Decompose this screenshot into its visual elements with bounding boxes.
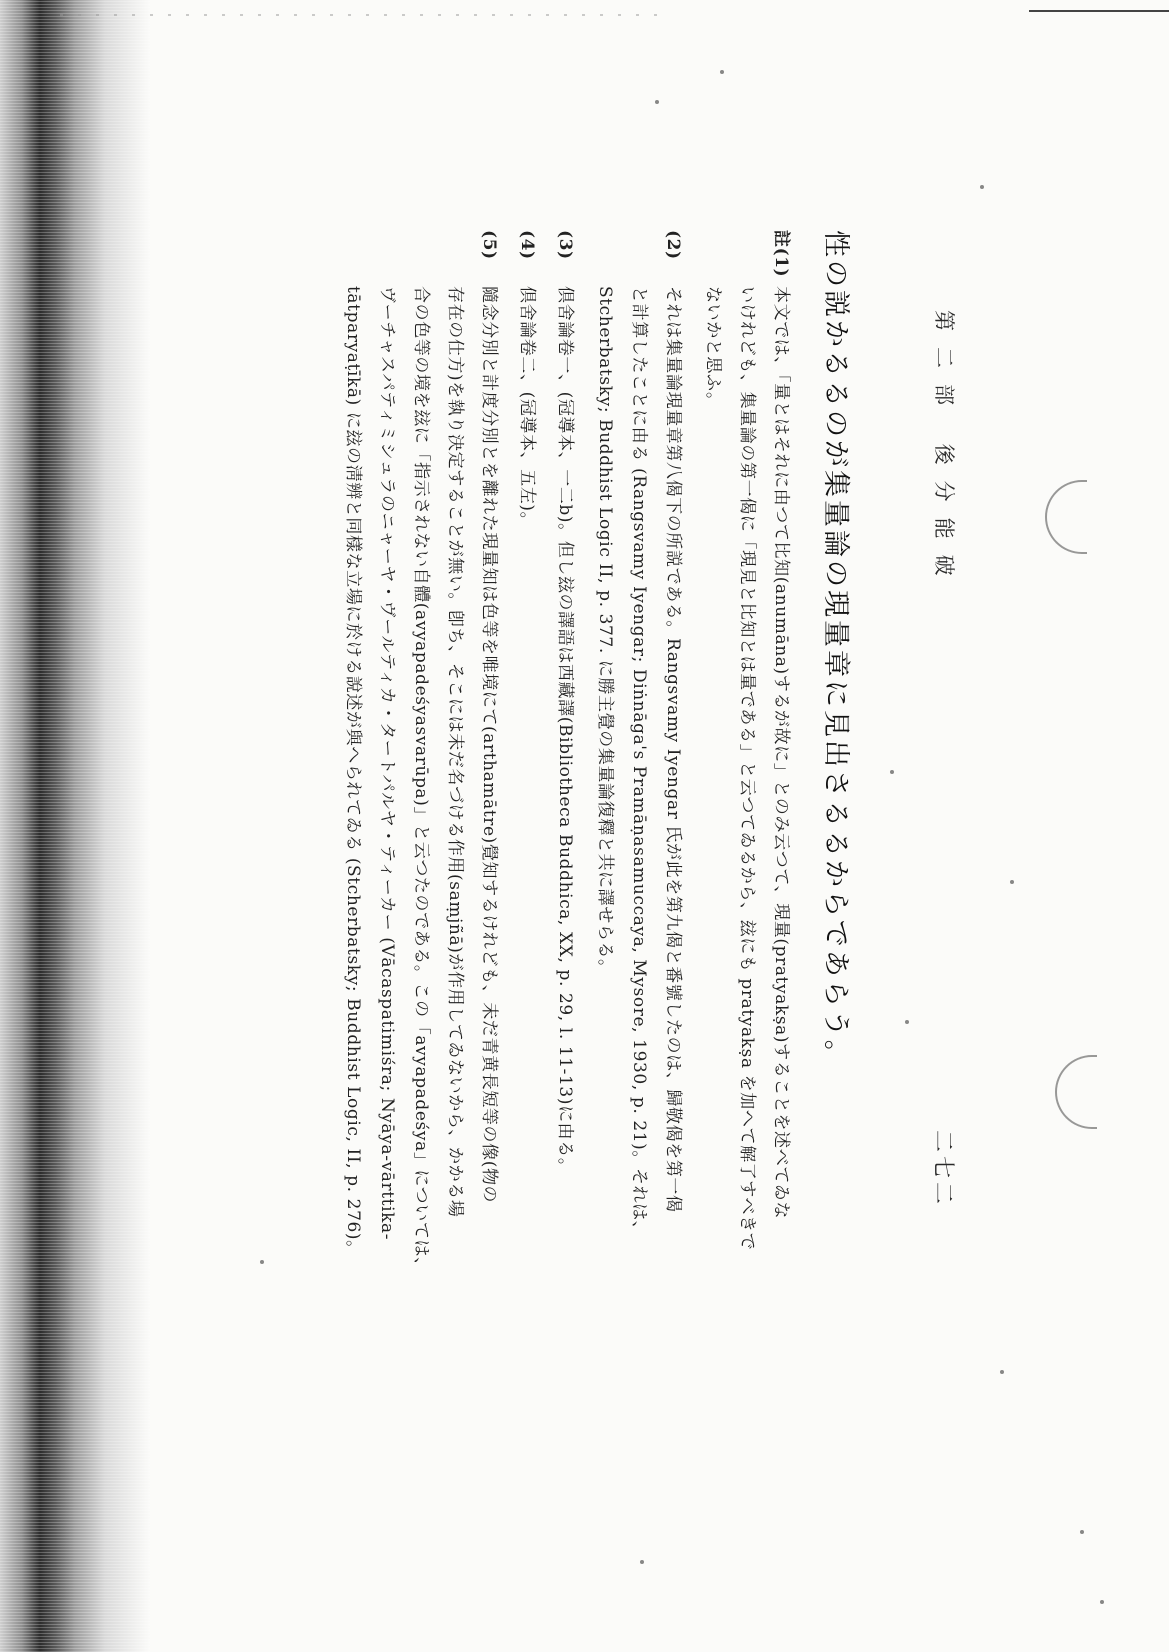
note-1-line-2: いけれども、集量論の第一偈に「現見と比知とは量である」と云つてゐるから、玆にも pratyakṣa を加へて解了すべきで [737, 286, 757, 1251]
note-5-line-5: tātparyaṭīkā) に玆の淸辨と同樣な立場に於ける說述が與へられてゐる (Stcherbatsky; Buddhist Logic, II, p. 276)。 [343, 286, 363, 1258]
page-number: 二七二 [930, 1130, 955, 1209]
note-marker: (3) [555, 230, 575, 260]
note-5-line-2: 存在の仕方)を執り決定することが無い。卽ち、そこには未だ名づける作用(saṃjñā)が作用してゐないから、かかる場 [445, 286, 465, 1218]
top-rule [1029, 10, 1169, 12]
scan-dot [1100, 1600, 1104, 1604]
note-marker: (4) [517, 230, 537, 260]
scan-dot [1010, 880, 1014, 884]
note-2-line-2: と計算したことに由る (Rangsvamy Iyengar; Diṅnāga's Pramāṇasamuccaya, Mysore, 1930, p. 21)。それは、 [629, 286, 649, 1239]
note-5-line-4: ヴーチャスパティミシュラのニャーヤ・ヴールティカ・タートパルヤ・ティーカー (Vācaspatimiśra; Nyāya-vārttika- [377, 286, 397, 1241]
scan-dot [655, 100, 659, 104]
pencil-parenthesis-mark [1045, 480, 1087, 554]
rotated-text-block [240, 230, 960, 1630]
scan-dot [1080, 1530, 1084, 1534]
note-2-line-1: (2)それは集量論現量章第八偈下の所説である。Rangsvamy Iyengar 氏が此を第九偈と番號したのは、歸敬偈を第一偈 [663, 230, 683, 1213]
note-4-line-1: (4)倶舍論卷二、(冠導本、五左)。 [517, 230, 537, 530]
note-3-line-1: (3)倶舍論卷一、(冠導本、一二b)。但し玆の譯語は西藏譯(Bibliotheca Buddhica, XX, p. 29, l. 11-13)に由る。 [555, 230, 575, 1176]
scan-dot [720, 70, 724, 74]
scan-dot [980, 185, 984, 189]
note-5-line-1: (5)隨念分別と計度分別とを離れた現量知は色等を唯境にて(arthamātre)覺知するけれども、未だ青黄長短等の像(物の [479, 230, 499, 1204]
note-1-line-3: ないかと思ふ。 [703, 286, 723, 410]
running-head: 第二部 後分能破 [932, 310, 956, 592]
note-marker: (5) [479, 230, 499, 260]
scan-speckle [60, 14, 660, 16]
note-1-line-1: 註(1)本文では、「量とはそれに由つて比知(anumāna)するが故に」とのみ云つて、現量(pratyakṣa)することを述べてゐな [771, 230, 796, 1219]
notes-label: 註(1) [771, 230, 791, 278]
pencil-parenthesis-mark [1055, 1055, 1097, 1129]
note-marker: (2) [663, 230, 683, 260]
scan-dot [1000, 1370, 1004, 1374]
note-2-line-3: Stcherbatsky; Buddhist Logic II, p. 377. に勝主覺の集量論復釋と共に譯せらる。 [595, 286, 615, 977]
note-5-line-3: 合の色等の境を玆に「指示されない自體(avyapadeśyasvarūpa)」と云つたのである。この「avyapadeśya」については、 [411, 286, 431, 1275]
body-text-line: 性の説かるるのが集量論の現量章に見出さるるからであらう。 [820, 230, 851, 1070]
binding-shadow [0, 0, 150, 1652]
